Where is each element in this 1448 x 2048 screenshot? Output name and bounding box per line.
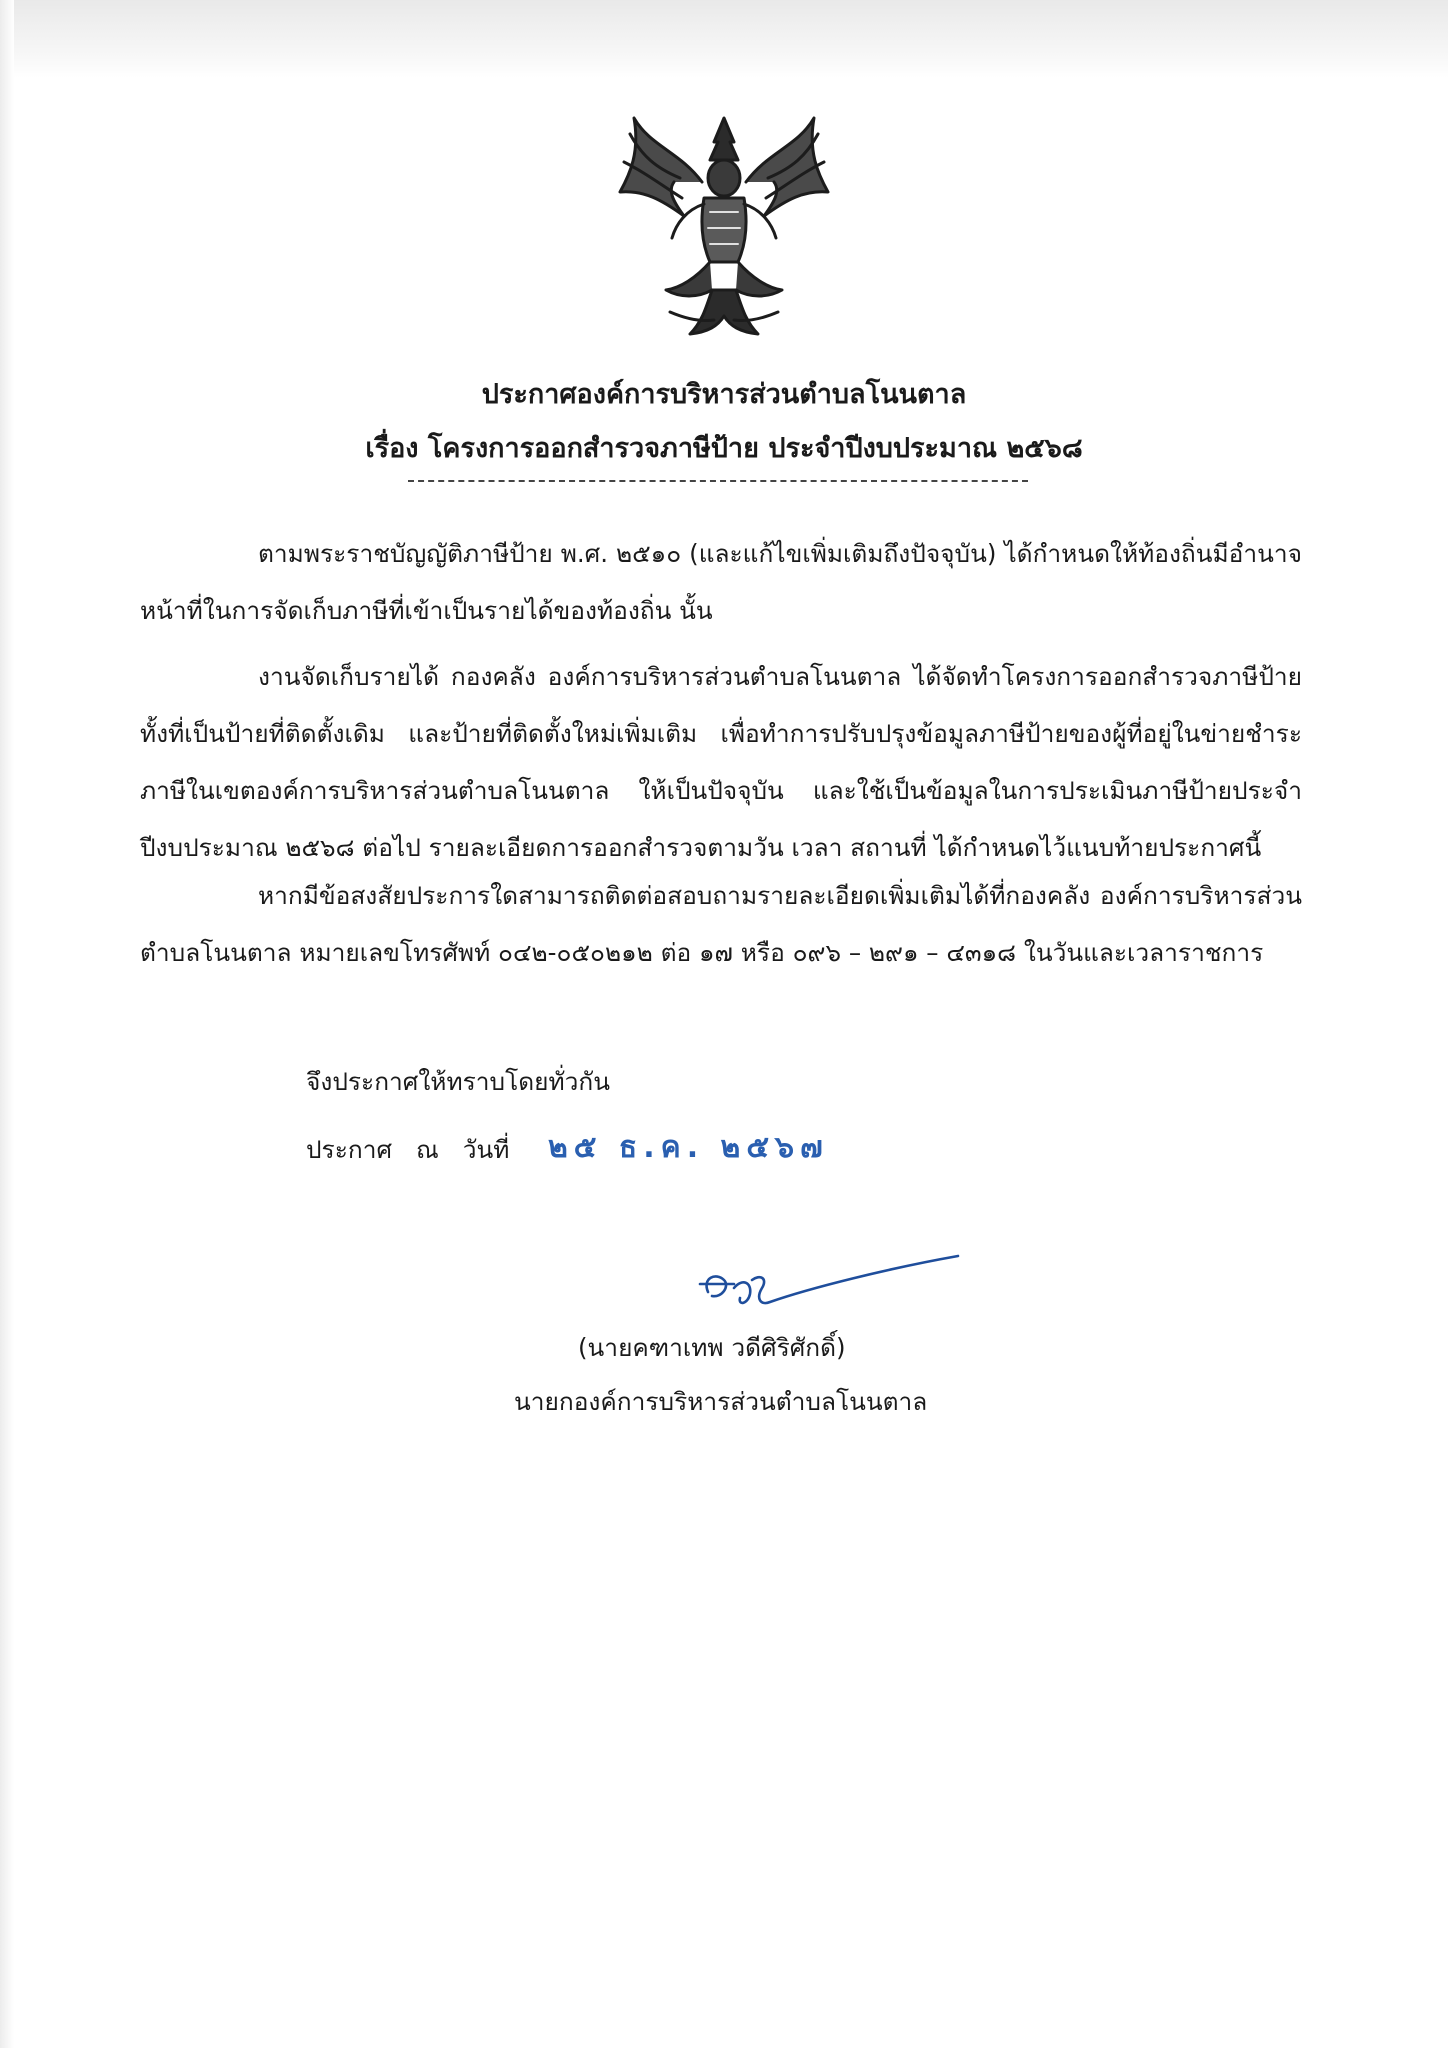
body-paragraph-2: งานจัดเก็บรายได้ กองคลัง องค์การบริหารส่วนตำบลโนนตาล ได้จัดทำโครงการออกสำรวจภาษีป้าย ทั้งที่เป็นป้ายที่ติดตั้งเดิม และป้ายที่ติดตั้งใหม่เพิ่มเติม เพื่อทำการปรับปรุงข้อมูลภาษีป้ายของผู้ที่อยู่ในข่ายชำระภาษีในเขตองค์การบริหารส่วนตำบลโนนตาล ให้เป็นปัจจุบัน และใช้เป็นข้อมูลในการประเมินภาษีป้ายประจำปีงบประมาณ ๒๕๖๘ ต่อไป รายละเอียดการออกสำรวจตามวัน เวลา สถานที่ ได้กำหนดไว้แนบท้ายประกาศนี้ [140,662,1302,862]
body-paragraph-1: ตามพระราชบัญญัติภาษีป้าย พ.ศ. ๒๕๑๐ (และแก้ไขเพิ่มเติมถึงปัจจุบัน) ได้กำหนดให้ท้องถิ่นมีอำนาจหน้าที่ในการจัดเก็บภาษีที่เข้าเป็นรายได้ของท้องถิ่น นั้น [140,539,1302,625]
garuda-emblem-icon [610,112,838,344]
announcement-title: ประกาศองค์การบริหารส่วนตำบลโนนตาล [481,379,967,410]
at-label: ณ [416,1135,439,1164]
body-paragraph-3: หากมีข้อสงสัยประการใดสามารถติดต่อสอบถามรายละเอียดเพิ่มเติมได้ที่กองคลัง องค์การบริหารส่วนตำบลโนนตาล หมายเลขโทรศัพท์ ๐๔๒-๐๕๐๒๑๒ ต่อ ๑๗ หรือ ๐๙๖ – ๒๙๑ – ๔๓๑๘ ในวันและเวลาราชการ [140,881,1302,967]
handwritten-signature-icon [690,1248,970,1338]
closing-statement: จึงประกาศให้ทราบโดยทั่วกัน [306,1067,610,1096]
signer-title: นายกองค์การบริหารส่วนตำบลโนนตาล [514,1387,928,1416]
announcement-date-line [306,1130,533,1169]
scan-top-shadow [0,0,1448,78]
date-label: วันที่ [462,1135,510,1164]
scan-left-edge [0,0,14,2048]
announcement-subject: เรื่อง โครงการออกสำรวจภาษีป้าย ประจำปีงบประมาณ ๒๕๖๘ [365,433,1083,464]
date-stamp: ๒๕ ธ.ค. ๒๕๖๗ [548,1130,829,1165]
announced-label: ประกาศ [306,1135,393,1164]
signer-name: (นายคฑาเทพ วดีศิริศักดิ์) [578,1333,846,1362]
title-divider [408,480,1028,482]
